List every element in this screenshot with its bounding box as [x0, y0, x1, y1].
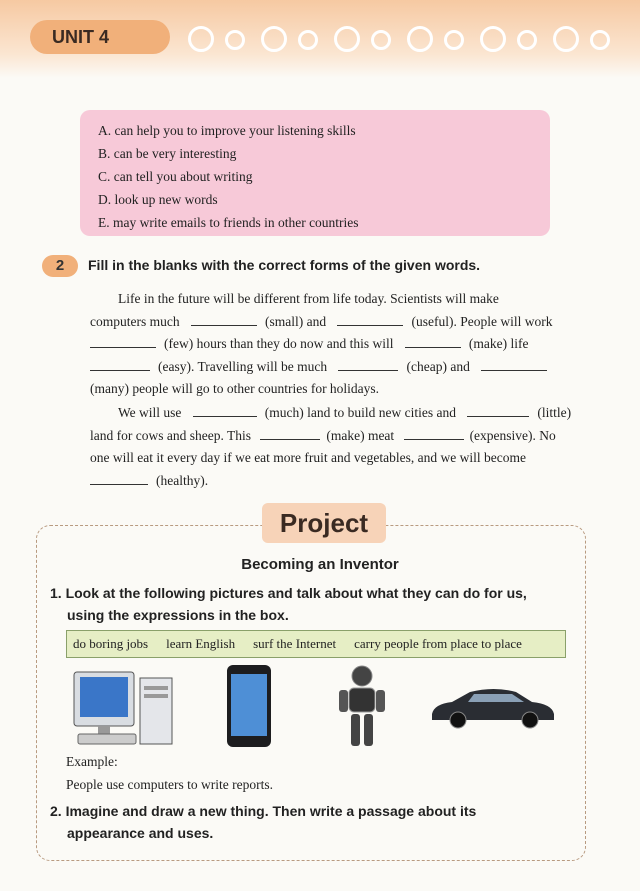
p1-line-5: (many) people will go to other countries for holidays. [90, 381, 380, 397]
unit-label: UNIT 4 [30, 20, 170, 54]
circle-decoration [480, 26, 506, 52]
blank-input[interactable] [405, 333, 461, 348]
expression-item: carry people from place to place [354, 636, 522, 651]
p2-text: (much) land to build new cities and [264, 405, 456, 420]
example-text: People use computers to write reports. [66, 777, 273, 792]
options-box [80, 110, 550, 236]
circle-decoration [261, 26, 287, 52]
question-instruction: Fill in the blanks with the correct forms of the given words. [88, 257, 481, 273]
expression-item: surf the Internet [253, 636, 337, 651]
option-a: A. can help you to improve your listening skills [98, 123, 356, 138]
project-title: Project [262, 503, 386, 543]
page-header [0, 0, 640, 78]
task-2-line-2: appearance and uses. [67, 825, 214, 841]
blank-input[interactable] [260, 425, 320, 440]
option-d: D. look up new words [98, 192, 218, 207]
task-2 [50, 800, 570, 844]
question-number: 2 [42, 255, 78, 277]
p2-text: land for cows and sheep. This [90, 427, 251, 443]
car-image [428, 684, 558, 730]
p2-line-4 [90, 470, 590, 493]
circle-decoration [407, 26, 433, 52]
p1-line-4 [90, 356, 590, 379]
p1-text: (small) and [264, 313, 327, 329]
option-c: C. can tell you about writing [98, 169, 253, 184]
p1-text: (make) life [468, 336, 529, 352]
circle-decoration [188, 26, 214, 52]
blank-input[interactable] [90, 356, 150, 371]
computer-image [72, 668, 176, 750]
option-b: B. can be very interesting [98, 146, 237, 161]
task-1 [50, 582, 570, 626]
p2-text: (expensive). No [469, 427, 556, 443]
blank-input[interactable] [404, 425, 464, 440]
blank-input[interactable] [90, 333, 156, 348]
circle-decoration [517, 30, 537, 50]
expression-item: do boring jobs [73, 636, 149, 651]
p1-line-2 [90, 311, 590, 334]
p2-text: (healthy). [156, 472, 209, 488]
blank-input[interactable] [90, 470, 148, 485]
p2-text: We will use [118, 405, 182, 420]
robot-image [335, 664, 389, 750]
blank-input[interactable] [467, 402, 529, 417]
blank-input[interactable] [338, 356, 398, 371]
circle-decoration [444, 30, 464, 50]
blank-input[interactable] [481, 356, 547, 371]
p1-line-1: Life in the future will be different from life today. Scientists will make [118, 291, 499, 306]
example-label: Example: [66, 754, 118, 769]
project-subtitle: Becoming an Inventor [241, 556, 399, 573]
tablet-image [226, 664, 272, 748]
p2-line-2 [90, 425, 590, 448]
expressions-box [66, 630, 566, 658]
p2-line-3: one will eat it every day if we eat more fruit and vegetables, and we will become [90, 450, 526, 466]
paragraph-1 [90, 288, 590, 401]
blank-input[interactable] [337, 311, 403, 326]
task-2-line-1: 2. Imagine and draw a new thing. Then write a passage about its [50, 803, 477, 819]
circle-decoration [371, 30, 391, 50]
p1-text: (cheap) and [406, 358, 470, 374]
option-e: E. may write emails to friends in other countries [98, 215, 359, 230]
circle-decoration [334, 26, 360, 52]
p1-text: (useful). People will work [411, 313, 553, 329]
expression-item: learn English [166, 636, 236, 651]
p1-line-3 [90, 333, 590, 356]
paragraph-2 [90, 402, 590, 492]
circle-decoration [590, 30, 610, 50]
p1-text: (easy). Travelling will be much [158, 358, 328, 374]
p1-text: computers much [90, 313, 180, 329]
p2-text: (make) meat [326, 427, 395, 443]
p2-line-1 [90, 402, 590, 425]
p2-text: (little) [537, 405, 572, 420]
task-1-line-2: using the expressions in the box. [67, 607, 289, 623]
task-1-line-1: 1. Look at the following pictures and talk about what they can do for us, [50, 585, 527, 601]
p1-text: (few) hours than they do now and this will [164, 336, 394, 352]
circle-decoration [225, 30, 245, 50]
circle-decoration [298, 30, 318, 50]
blank-input[interactable] [193, 402, 257, 417]
circle-decoration [553, 26, 579, 52]
blank-input[interactable] [191, 311, 257, 326]
